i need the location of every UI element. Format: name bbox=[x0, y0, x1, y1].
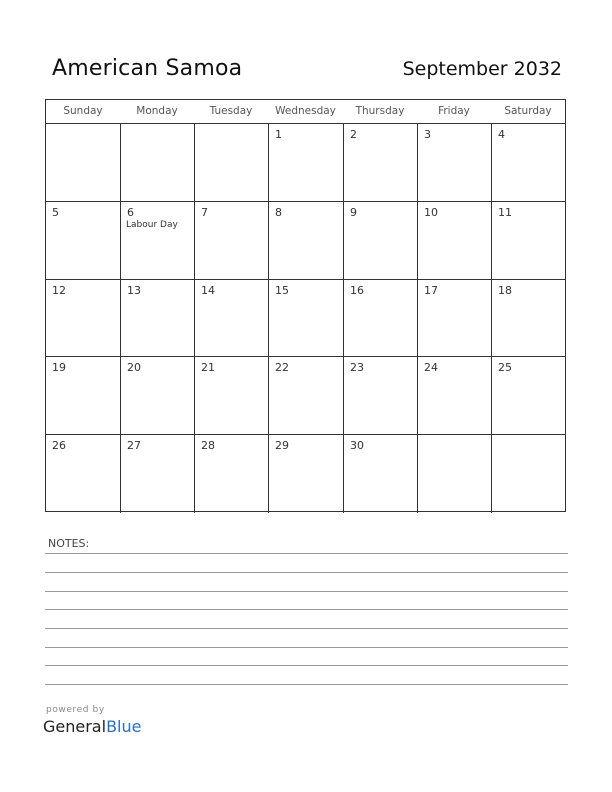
day-cell[interactable] bbox=[492, 357, 565, 434]
weekday-header: Thursday bbox=[355, 105, 405, 117]
weekday-header: Wednesday bbox=[275, 105, 336, 117]
day-cell[interactable] bbox=[344, 435, 418, 513]
notes-line[interactable] bbox=[45, 591, 568, 592]
brand-blue: Blue bbox=[106, 717, 142, 736]
powered-by-text: powered by bbox=[46, 705, 105, 715]
day-cell[interactable] bbox=[195, 202, 269, 279]
day-number: 19 bbox=[52, 361, 66, 375]
notes-line[interactable] bbox=[45, 647, 568, 648]
weekday-header: Monday bbox=[136, 105, 178, 117]
day-number: 9 bbox=[350, 205, 357, 219]
day-cell[interactable] bbox=[269, 280, 344, 357]
day-cell[interactable] bbox=[46, 202, 121, 279]
month-label: September 2032 bbox=[402, 58, 562, 80]
day-number: 30 bbox=[350, 439, 364, 453]
page-title: American Samoa bbox=[52, 56, 243, 81]
day-cell[interactable] bbox=[344, 124, 418, 201]
day-number: 21 bbox=[201, 361, 215, 375]
week-row bbox=[46, 202, 565, 280]
day-number: 22 bbox=[275, 361, 289, 375]
week-row bbox=[46, 124, 565, 202]
day-cell[interactable] bbox=[46, 357, 121, 434]
day-cell[interactable] bbox=[46, 280, 121, 357]
day-number: 14 bbox=[201, 283, 215, 297]
weekday-header: Tuesday bbox=[209, 105, 253, 117]
notes-label: NOTES: bbox=[48, 537, 90, 550]
day-cell[interactable] bbox=[269, 435, 344, 513]
holiday-label: Labour Day bbox=[126, 219, 178, 230]
day-number: 29 bbox=[275, 439, 289, 453]
day-number: 23 bbox=[350, 361, 364, 375]
day-cell[interactable] bbox=[121, 435, 195, 513]
week-row bbox=[46, 435, 565, 513]
notes-line[interactable] bbox=[45, 684, 568, 685]
day-number: 28 bbox=[201, 439, 215, 453]
day-cell[interactable] bbox=[344, 357, 418, 434]
day-number: 13 bbox=[127, 283, 141, 297]
day-cell[interactable] bbox=[492, 124, 565, 201]
day-cell[interactable] bbox=[344, 280, 418, 357]
day-number: 18 bbox=[498, 283, 512, 297]
day-cell[interactable] bbox=[121, 280, 195, 357]
day-cell[interactable] bbox=[418, 280, 492, 357]
day-cell[interactable] bbox=[492, 202, 565, 279]
day-number: 17 bbox=[424, 283, 438, 297]
notes-line[interactable] bbox=[45, 553, 568, 554]
day-cell[interactable] bbox=[492, 280, 565, 357]
day-cell[interactable] bbox=[418, 435, 492, 513]
brand-general: General bbox=[43, 717, 107, 736]
day-cell[interactable] bbox=[418, 202, 492, 279]
day-number: 10 bbox=[424, 205, 438, 219]
day-cell[interactable] bbox=[269, 124, 344, 201]
day-cell[interactable] bbox=[121, 202, 195, 279]
day-number: 20 bbox=[127, 361, 141, 375]
notes-line[interactable] bbox=[45, 572, 568, 573]
calendar-grid bbox=[45, 99, 566, 512]
day-number: 25 bbox=[498, 361, 512, 375]
day-number: 8 bbox=[275, 205, 282, 219]
day-number: 3 bbox=[424, 128, 431, 141]
day-cell[interactable] bbox=[195, 280, 269, 357]
generalblue-logo[interactable] bbox=[43, 717, 141, 736]
notes-line[interactable] bbox=[45, 609, 568, 610]
day-number: 26 bbox=[52, 439, 66, 453]
day-number: 1 bbox=[275, 128, 282, 141]
day-number: 27 bbox=[127, 439, 141, 453]
day-cell[interactable] bbox=[418, 357, 492, 434]
weekday-header: Saturday bbox=[504, 105, 552, 117]
day-cell[interactable] bbox=[195, 435, 269, 513]
notes-line[interactable] bbox=[45, 628, 568, 629]
day-number: 11 bbox=[498, 205, 512, 219]
week-row bbox=[46, 357, 565, 435]
day-cell[interactable] bbox=[195, 357, 269, 434]
day-number: 15 bbox=[275, 283, 289, 297]
day-cell[interactable] bbox=[418, 124, 492, 201]
day-number: 16 bbox=[350, 283, 364, 297]
day-number: 6 bbox=[127, 205, 134, 219]
day-number: 24 bbox=[424, 361, 438, 375]
day-cell[interactable] bbox=[46, 435, 121, 513]
weekday-header: Friday bbox=[438, 105, 470, 117]
day-cell[interactable] bbox=[269, 202, 344, 279]
day-cell[interactable] bbox=[46, 124, 121, 201]
notes-line[interactable] bbox=[45, 665, 568, 666]
day-number: 7 bbox=[201, 205, 208, 219]
day-cell[interactable] bbox=[121, 124, 195, 201]
week-row bbox=[46, 280, 565, 358]
day-number: 2 bbox=[350, 128, 357, 141]
weekday-header: Sunday bbox=[63, 105, 103, 117]
weekday-header-row bbox=[46, 100, 565, 124]
day-number: 12 bbox=[52, 283, 66, 297]
day-number: 4 bbox=[498, 128, 505, 141]
day-cell[interactable] bbox=[121, 357, 195, 434]
day-cell[interactable] bbox=[492, 435, 565, 513]
day-cell[interactable] bbox=[195, 124, 269, 201]
day-cell[interactable] bbox=[269, 357, 344, 434]
day-number: 5 bbox=[52, 205, 59, 219]
day-cell[interactable] bbox=[344, 202, 418, 279]
